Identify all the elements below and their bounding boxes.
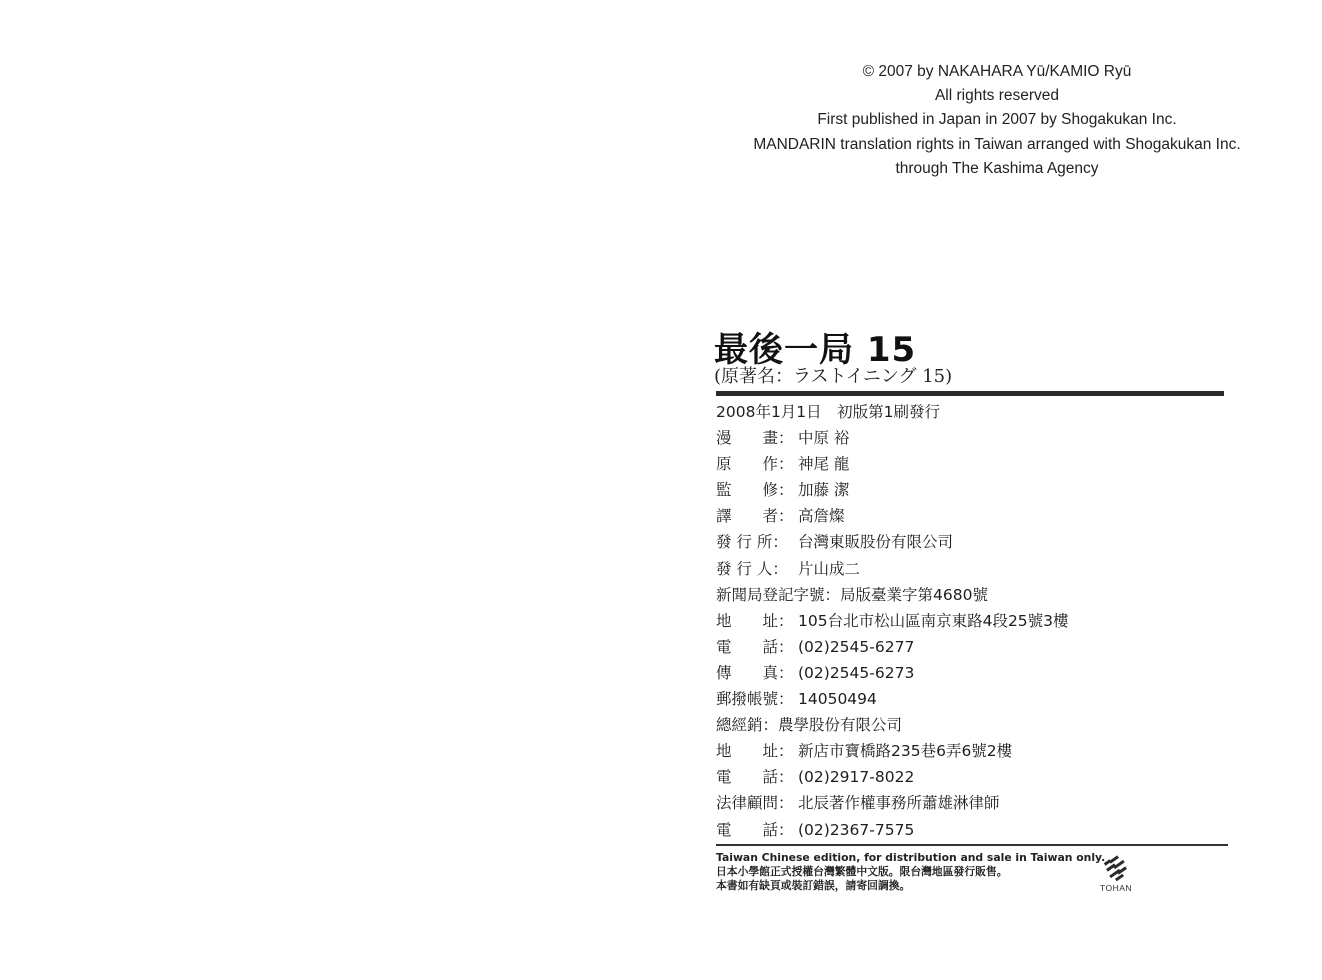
replacement-note: 本書如有缺頁或裝訂錯誤，請寄回調換。 (716, 879, 911, 892)
copyright-notice (722, 60, 1272, 181)
colophon-label: 譯 者： (716, 507, 794, 526)
book-title: 最後一局 15 (714, 330, 917, 370)
colophon-label: 原 作： (716, 455, 794, 474)
colophon-row (716, 634, 1069, 660)
colophon-value: 14050494 (798, 690, 877, 709)
colophon-value: (02)2545-6277 (798, 637, 915, 656)
colophon-label: 法律顧問： (716, 794, 794, 813)
colophon-value: 新店市寶橋路235巷6弄6號2樓 (798, 742, 1013, 761)
colophon-label: 新聞局登記字號： (716, 585, 841, 604)
colophon-label: 地 址： (716, 611, 794, 630)
colophon-value: (02)2917-8022 (798, 768, 915, 787)
colophon-label: 發 行 人： (716, 559, 788, 578)
colophon-row (716, 425, 1069, 451)
colophon-row (716, 764, 1069, 790)
copyright-line: MANDARIN translation rights in Taiwan arranged with Shogakukan Inc. (753, 135, 1241, 153)
colophon-label: 電 話： (716, 768, 794, 787)
colophon-value: (02)2545-6273 (798, 663, 915, 682)
colophon-row (716, 817, 1069, 843)
edition-line: 2008年1月1日 初版第1刷發行 (716, 403, 941, 421)
copyright-line: All rights reserved (934, 87, 1060, 105)
colophon-label: 電 話： (716, 637, 794, 656)
colophon-row (716, 790, 1069, 816)
colophon-label: 總經銷： (716, 716, 779, 735)
colophon-row (716, 503, 1069, 529)
colophon-label: 地 址： (716, 742, 794, 761)
distribution-note-en: Taiwan Chinese edition, for distribution and sale in Taiwan only. (716, 851, 1106, 864)
colophon-label: 郵撥帳號： (716, 690, 794, 709)
colophon-row (716, 529, 1069, 555)
title-divider (716, 391, 1224, 396)
copyright-line: © 2007 by NAKAHARA Yū/KAMIO Ryū (862, 63, 1132, 80)
colophon (716, 399, 1069, 843)
colophon-row (716, 451, 1069, 477)
colophon-label: 監 修： (716, 481, 794, 500)
colophon-value: 105台北市松山區南京東路4段25號3樓 (798, 611, 1069, 630)
colophon-row (716, 738, 1069, 764)
colophon-value: 農學股份有限公司 (778, 716, 903, 735)
original-title: (原著名：ラストイニング 15) (714, 366, 953, 387)
copyright-line: First published in Japan in 2007 by Shogakukan Inc. (817, 111, 1177, 129)
colophon-row (716, 712, 1069, 738)
colophon-row (716, 582, 1069, 608)
distribution-notes (716, 851, 1105, 893)
colophon-value: (02)2367-7575 (798, 820, 915, 839)
colophon-label: 發 行 所： (716, 533, 788, 552)
distribution-note-zh: 日本小學館正式授權台灣繁體中文版。限台灣地區發行販售。 (716, 865, 1008, 878)
colophon-value: 局版臺業字第4680號 (840, 585, 988, 604)
tohan-logo (1094, 852, 1138, 898)
colophon-row (716, 686, 1069, 712)
colophon-label: 漫 畫： (716, 429, 794, 448)
colophon-row (716, 556, 1069, 582)
colophon-row (716, 608, 1069, 634)
colophon-value: 北辰著作權事務所蕭雄淋律師 (798, 794, 1000, 813)
colophon-value: 神尾 龍 (798, 455, 850, 474)
colophon-label: 電 話： (716, 820, 794, 839)
footer-divider (716, 844, 1228, 846)
tohan-logo-icon (1101, 852, 1131, 882)
colophon-value: 高詹燦 (798, 507, 845, 526)
copyright-line: through The Kashima Agency (895, 159, 1099, 177)
colophon-row (716, 660, 1069, 686)
colophon-row (716, 477, 1069, 503)
tohan-logo-text: TOHAN (1099, 883, 1133, 893)
colophon-value: 台灣東販股份有限公司 (798, 533, 954, 552)
colophon-value: 片山成二 (798, 559, 861, 578)
colophon-value: 加藤 潔 (798, 481, 850, 500)
colophon-value: 中原 裕 (798, 429, 850, 448)
colophon-label: 傳 真： (716, 663, 794, 682)
